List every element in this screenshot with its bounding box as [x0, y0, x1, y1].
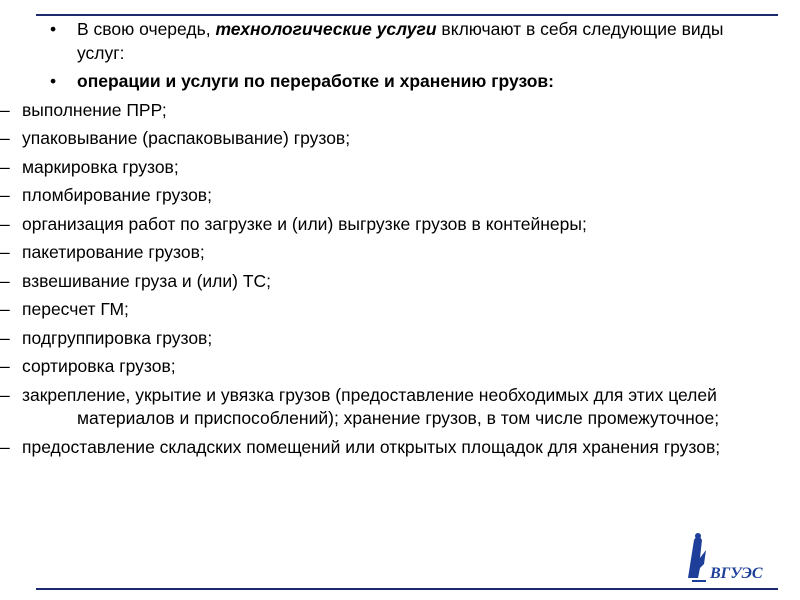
- intro-emphasis: технологические услуги: [215, 19, 437, 39]
- section-heading: операции и услуги по переработке и хранению грузов:: [77, 71, 554, 91]
- list-item-text: пакетирование грузов;: [22, 242, 205, 262]
- bullet-dot: •: [50, 71, 57, 91]
- list-item: [0, 436, 734, 460]
- list-item-text: пломбирование грузов;: [22, 185, 212, 205]
- dash-marker: –: [0, 156, 10, 177]
- intro-bullet: [44, 18, 734, 65]
- list-item: [0, 99, 734, 123]
- dash-marker: –: [0, 213, 10, 234]
- intro-text-part2: включают в себя следующие виды услуг:: [77, 19, 724, 63]
- list-item-text: закрепление, укрытие и увязка грузов (предоставление необходимых для этих целей материалов и приспособлений); хранение грузов, в том числе промежуточное;: [22, 384, 720, 428]
- list-item: [0, 241, 734, 265]
- dash-marker: –: [0, 185, 10, 205]
- list-item-text: предоставление складских помещений или открытых площадок для хранения грузов;: [22, 436, 721, 457]
- list-item: [0, 298, 734, 322]
- intro-text-part1: В свою очередь,: [77, 19, 216, 39]
- list-item: [0, 327, 734, 351]
- dash-marker: –: [0, 436, 10, 457]
- list-item: [0, 270, 734, 294]
- logo-emblem: [688, 534, 706, 578]
- dash-marker: –: [0, 356, 10, 376]
- list-item: [0, 355, 734, 379]
- bullet-dot: •: [50, 19, 57, 39]
- list-item-text: выполнение ПРР;: [22, 99, 167, 120]
- dash-marker: –: [0, 242, 10, 262]
- list-item-text: организация работ по загрузке и (или) выгрузке грузов в контейнеры;: [22, 213, 587, 234]
- slide-content: [0, 18, 734, 464]
- list-item-text: подгруппировка грузов;: [22, 327, 213, 348]
- list-item: [0, 184, 734, 208]
- logo-text: ВГУЭС: [710, 565, 763, 582]
- university-logo: [684, 528, 772, 584]
- dash-marker: –: [0, 270, 10, 291]
- dash-marker: –: [0, 299, 10, 319]
- dash-marker: –: [0, 384, 10, 405]
- list-item-text: сортировка грузов;: [22, 356, 176, 376]
- list-item: [0, 384, 734, 431]
- list-item-text: взвешивание груза и (или) ТС;: [22, 270, 272, 291]
- dash-marker: –: [0, 99, 10, 120]
- list-item-text: маркировка грузов;: [22, 156, 179, 177]
- list-item: [0, 156, 734, 180]
- list-item-text: пересчет ГМ;: [22, 299, 129, 319]
- list-item-text: упаковывание (распаковывание) грузов;: [22, 128, 351, 148]
- list-item: [0, 127, 734, 151]
- heading-bullet: [44, 70, 734, 94]
- list-item: [0, 213, 734, 237]
- bottom-rule: [36, 588, 778, 590]
- dash-marker: –: [0, 128, 10, 148]
- top-rule: [36, 14, 778, 16]
- dash-marker: –: [0, 327, 10, 348]
